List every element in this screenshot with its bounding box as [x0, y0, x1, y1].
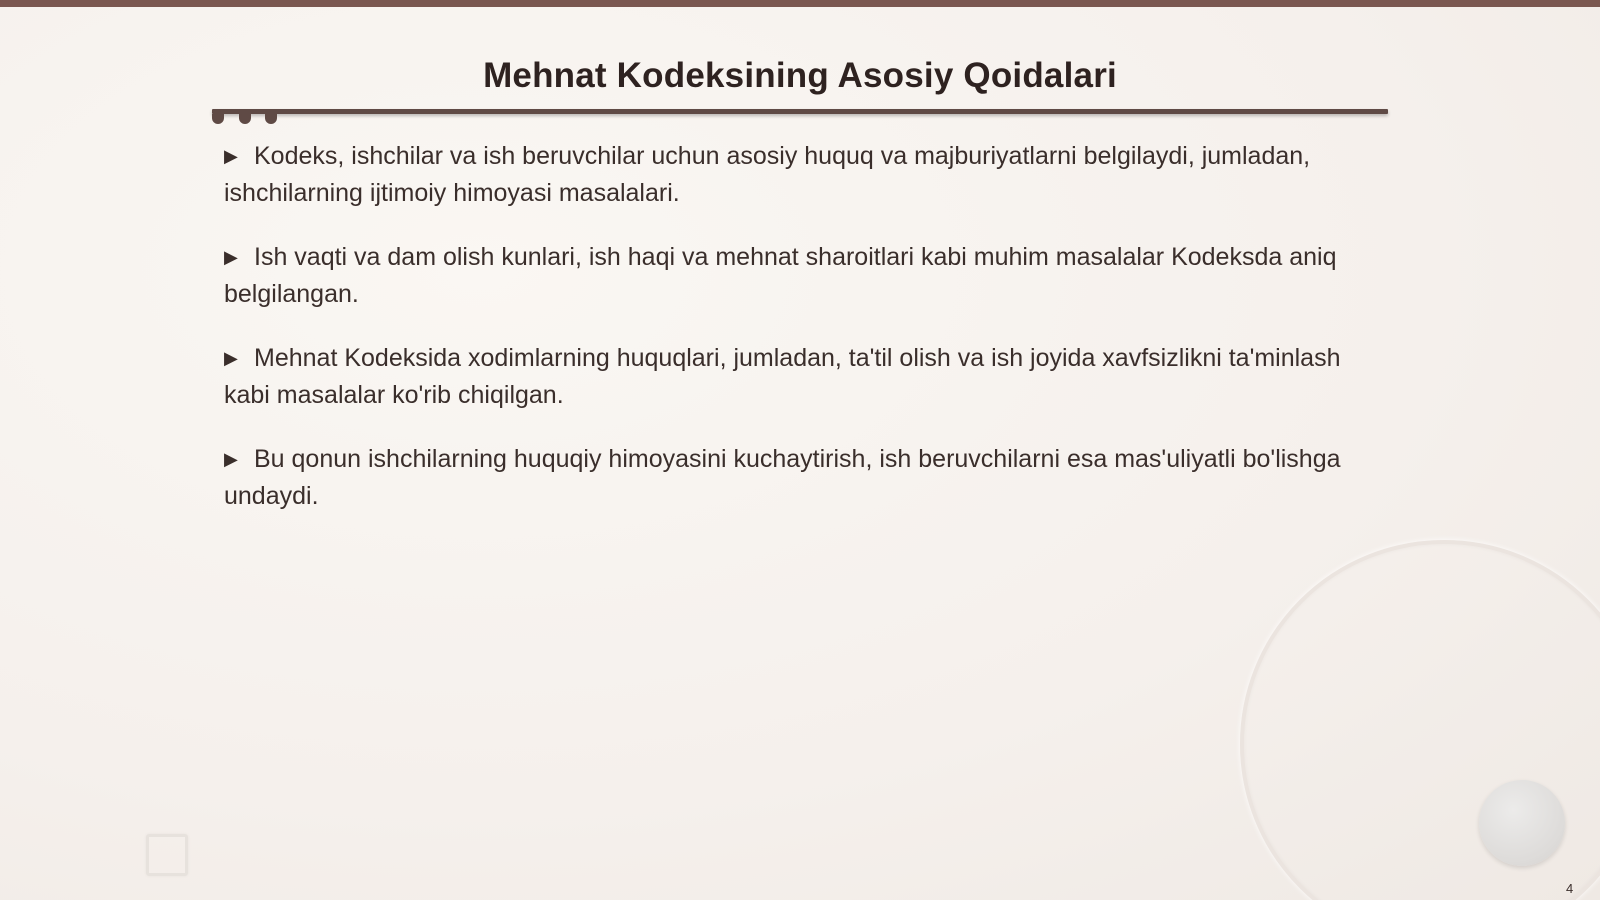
triangle-bullet-icon: ▶	[224, 146, 238, 166]
rule-dot	[212, 114, 224, 124]
title-underline	[212, 109, 1388, 114]
triangle-bullet-icon: ▶	[224, 449, 238, 469]
bullet-item	[224, 340, 1384, 414]
rule-dot	[239, 114, 251, 124]
bullet-text: Kodeks, ishchilar va ish beruvchilar uchun asosiy huquq va majburiyatlarni belgilaydi, jumladan, ishchilarning ijtimoiy himoyasi masalalari.	[224, 142, 1311, 207]
triangle-bullet-icon: ▶	[224, 348, 238, 368]
bullet-text: Ish vaqti va dam olish kunlari, ish haqi va mehnat sharoitlari kabi muhim masalalar Kodeksda aniq belgilangan.	[224, 243, 1337, 308]
top-accent-bar	[0, 0, 1600, 7]
rule-dot	[265, 114, 277, 124]
slide-title: Mehnat Kodeksining Asosiy Qoidalari	[483, 56, 1117, 95]
bullet-item	[224, 138, 1384, 212]
bullet-item	[224, 239, 1384, 313]
bullet-text: Mehnat Kodeksida xodimlarning huquqlari, jumladan, ta'til olish va ish joyida xavfsizlikni ta'minlash kabi masalalar ko'rib chiqilgan.	[224, 344, 1341, 409]
page-number: 4	[1566, 881, 1574, 896]
decorative-disc	[1479, 780, 1565, 866]
bullet-item	[224, 441, 1384, 515]
triangle-bullet-icon: ▶	[224, 247, 238, 267]
decorative-square	[146, 834, 188, 876]
bullet-list	[224, 138, 1384, 542]
bullet-text: Bu qonun ishchilarning huquqiy himoyasini kuchaytirish, ish beruvchilarni esa mas'uliyatli bo'lishga undaydi.	[224, 445, 1341, 510]
